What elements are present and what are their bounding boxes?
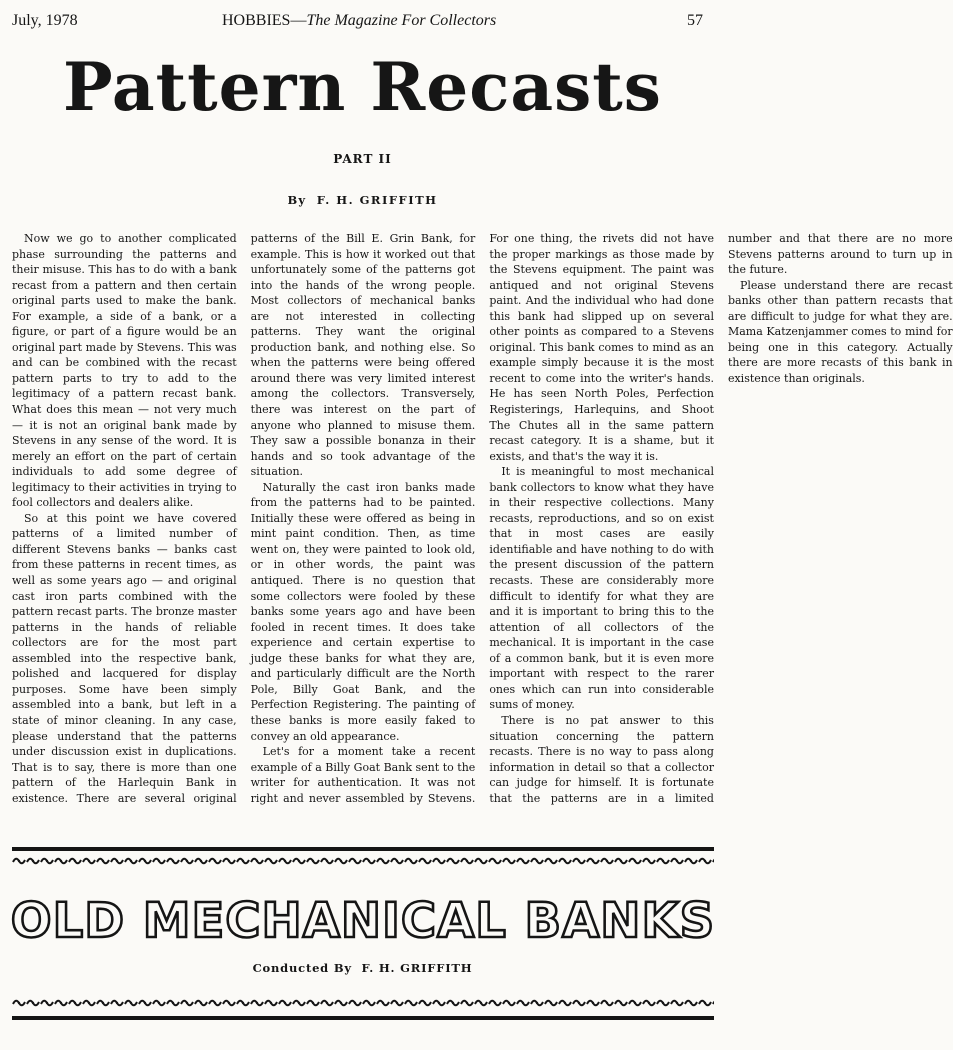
magazine-name-prefix: HOBBIES— — [222, 12, 307, 29]
article-paragraph: There is no pat answer to this situation concerning the pattern recasts. There is no way to pass along information in detail so that a collector can judge for himself. It is fortunate that the patterns are in a limited number and that there are no more Stevens patterns around to turn up in the future. — [489, 232, 953, 805]
running-header — [12, 12, 703, 32]
article-paragraph: So at this point we have covered patterns of a limited number of different Stevens banks — banks cast from these patterns in recent times, as well as some years ago — and original cast iron parts combined with the pattern recast parts. The bronze master patterns in the hands of reliable collectors are for the most part assembled into the respective bank, polished and lacquered for display purposes. Some have been simply assembled into a bank, but left in a state of minor cleaning. In any case, please understand that the patterns under discussion exist in duplications. That is to say, there is more than one pattern of the Harlequin Bank in existence. There are several original patterns of the Bill E. Grin Bank, for example. This is how it worked out that unfortunately some of the patterns got into the hands of the wrong people. Most collectors of mechanical banks are not interested in collecting patterns. They want the original production bank, and nothing else. So when the patterns were being offered around there was very limited interest among the collectors. Transversely, there was interest on the part of anyone who planned to misuse them. They saw a possible bonanza in their hands and so took advantage of the situation. — [12, 232, 476, 805]
article-part: PART II — [333, 152, 392, 166]
top-rule — [12, 847, 714, 851]
magazine-name-subtitle: The Magazine For Collectors — [306, 12, 497, 29]
section-banner-title — [10, 893, 715, 949]
magazine-name — [222, 12, 496, 30]
section-banner — [0, 893, 725, 949]
article-body — [12, 231, 953, 811]
byline — [0, 193, 725, 207]
article-paragraph: Let's for a moment take a recent example of a Billy Goat Bank sent to the writer for authentication. It was not right and never assembled by Stevens. For one thing, the rivets did not have the proper markings as those made by the Stevens equipment. The paint was antiqued and not original Stevens paint. And the individual who had done this bank had slipped up on several other points as compared to a Stevens original. This bank comes to mind as an example simply because it is the most recent to come into the writer's hands. He has seen North Poles, Perfection Registerings, Harlequins, and Shoot The Chutes all in the same pattern recast category. It is a shame, but it exists, and that's the way it is. — [250, 232, 714, 805]
ornamental-border-bottom — [12, 997, 714, 1009]
bottom-rule — [12, 1016, 714, 1020]
article-title: Pattern Recasts — [63, 48, 662, 126]
issue-date: July, 1978 — [12, 12, 78, 29]
article-paragraph: Please understand there are recast banks other than pattern recasts that are difficult to judge for what they are. Mama Katzenjammer comes to mind for being one in this category. Actually there are more recasts of this bank in existence than originals. — [727, 278, 953, 385]
byline-prefix: By — [287, 193, 307, 207]
page-number: 57 — [687, 12, 703, 29]
ornament-chain-bottom — [12, 997, 714, 1009]
byline-author: F. H. GRIFFITH — [316, 193, 438, 207]
article-paragraph: It is meaningful to most mechanical bank collectors to know what they have in their respective collections. Many recasts, reproductions, and so on exist that in most cases are easily identifiable and have nothing to do with the present discussion of the pattern recasts. These are considerably more difficult to identify for what they are and it is important to bring this to the attention of all collectors of the mechanical. It is important in the case of a common bank, but it is even more important with respect to the rarer ones which can run into considerable sums of money. — [489, 465, 714, 712]
article-paragraph: Now we go to another complicated phase surrounding the patterns and their misuse. This has to do with a bank recast from a pattern and then certain original parts used to make the bank. For example, a side of a bank, or a figure, or part of a figure would be an original part made by Stevens. This was and can be combined with the recast pattern parts to try to add to the legitimacy of a pattern recast bank. What does this mean — not very much — it is not an original bank made by Stevens in any sense of the word. It is merely an effort on the part of certain individuals to add some degree of legitimacy to their activities in trying to fool collectors and dealers alike. — [12, 232, 237, 510]
section-conductor — [0, 961, 725, 975]
conducted-prefix: Conducted By — [252, 961, 352, 975]
ornament-chain-top — [12, 855, 714, 867]
ornamental-border-top — [12, 855, 714, 867]
svg-text:OLD MECHANICAL BANKS: OLD MECHANICAL BANKS — [10, 893, 715, 949]
conductor-name: F. H. GRIFFITH — [361, 961, 473, 975]
article-paragraph: Naturally the cast iron banks made from the patterns had to be painted. Initially these were offered as being in mint paint condition. Then, as time went on, they were painted to look old, or in other words, the paint was antiqued. There is no question that some collectors were fooled by these banks some years ago and have been fooled in recent times. It does take experience and certain expertise to judge these banks for what they are, and particularly difficult are the North Pole, Billy Goat Bank, and the Perfection Registering. The painting of these banks is more easily faked to convey an old appearance. — [250, 480, 476, 743]
